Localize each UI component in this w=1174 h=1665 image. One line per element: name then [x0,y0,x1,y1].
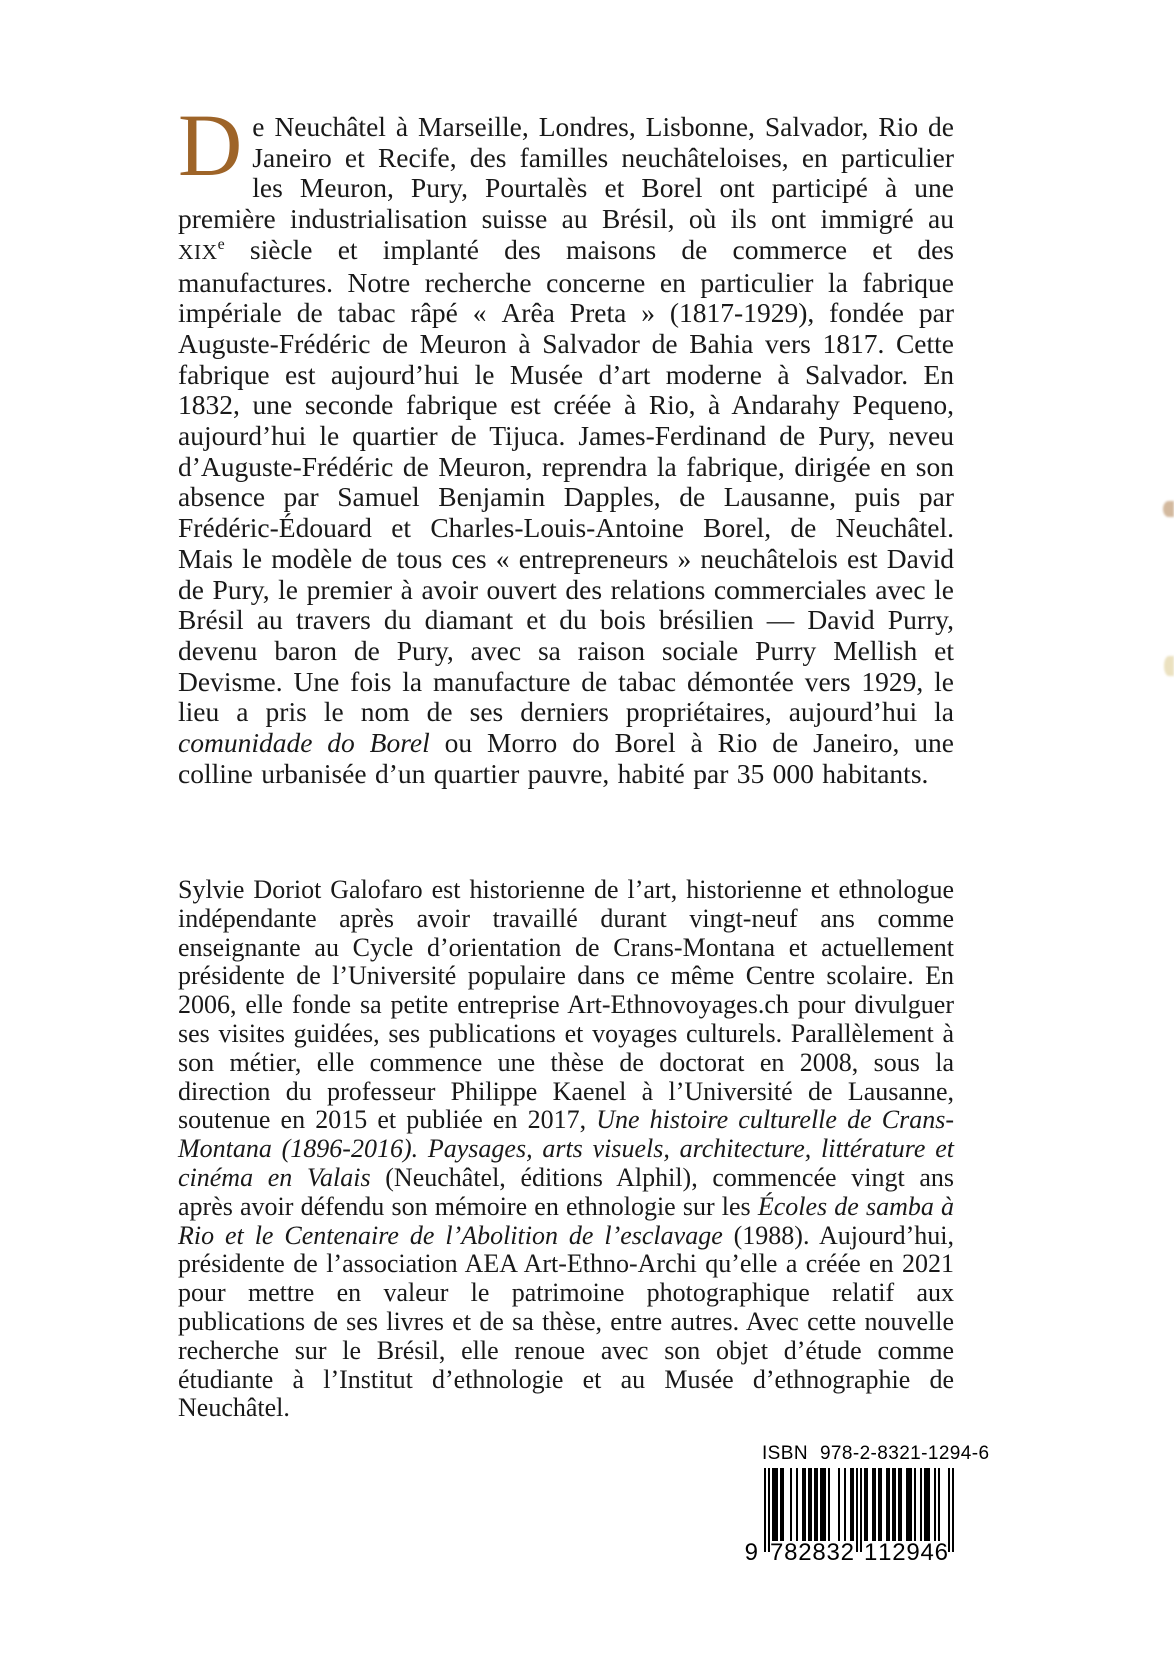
synopsis-text-1: e Neuchâtel à Marseille, Londres, Lisbonne, Salvador, Rio de Janeiro et Recife, des familles neuchâteloises, en particulier les Meuron, Pury, Pourtalès et Borel ont participé à une première industrialisation suisse au Brésil, où ils ont immigré au [178,111,954,235]
century-roman-numeral: XIX [178,239,218,264]
page-edge-artifact [1163,501,1174,517]
drop-cap: D [178,97,243,195]
isbn-number: 978-2-8321-1294-6 [819,1443,990,1464]
bio-text-2: (Neuchâtel, éditions Alphil), commencée vingt ans après avoir défendu son mémoire en ethnologie sur les [178,1162,955,1221]
isbn-label: ISBN [762,1443,808,1464]
isbn-block [736,1443,990,1566]
ean13-barcode [744,1468,954,1566]
barcode-digit-leading: 9 [744,1539,758,1566]
isbn-line [762,1443,990,1465]
author-bio-paragraph [178,876,954,1423]
bio-text-1: Sylvie Doriot Galofaro est historienne de l’art, historienne et ethnologue indépendante après avoir travaillé durant vingt-neuf ans comme enseignante au Cycle d’orientation de Crans-Montana et actuellement présidente de l’Université populaire dans ce même Centre scolaire. En 2006, elle fonde sa petite entreprise Art-Ethnovoyages.ch pour divulguer ses visites guidées, ses publications et voyages culturels. Parallèlement à son métier, elle commence une thèse de doctorat en 2008, sous la direction du professeur Philippe Kaenel à l’Université de Lausanne, soutenue en 2015 et publiée en 2017, [178,875,954,1135]
synopsis-paragraph [178,97,954,789]
century-superscript: e [217,235,225,253]
bio-book-title-2: Écoles de samba à Rio et le Centenaire de l’Abolition de l’esclavage [178,1191,954,1250]
synopsis-italic-phrase: comunidade do Borel [178,727,430,759]
bio-text-3: (1988). Aujourd’hui, présidente de l’association AEA Art-Ethno-Archi qu’elle a créée en 2021 pour mettre en valeur le patrimoine photographique relatif aux publications de ses livres et de sa thèse, entre autres. Avec cette nouvelle recherche sur le Brésil, elle renoue avec son objet d’étude comme étudiante à l’Institut d’ethnologie et au Musée d’ethnographie de Neuchâtel. [178,1220,954,1423]
barcode-digits-left-group: 7 8 2 8 3 2 [770,1539,854,1566]
synopsis-text-3: ou Morro do Borel à Rio de Janeiro, une colline urbanisée d’un quartier pauvre, habité par 35 000 habitants. [178,727,954,789]
synopsis-text-2: siècle et implanté des maisons de commerce et des manufactures. Notre recherche concerne en particulier la fabrique impériale de tabac râpé « Arêa Preta » (1817-1929), fondée par Auguste-Frédéric de Meuron à Salvador de Bahia vers 1817. Cette fabrique est aujourd’hui le Musée d’art moderne à Salvador. En 1832, une seconde fabrique est créée à Rio, à Andarahy Pequeno, aujourd’hui le quartier de Tijuca. James-Ferdinand de Pury, neveu d’Auguste-Frédéric de Meuron, reprendra la fabrique, dirigée en son absence par Samuel Benjamin Dapples, de Lausanne, puis par Frédéric-Édouard et Charles-Louis-Antoine Borel, de Neuchâtel. Mais le modèle de tous ces « entrepreneurs » neuchâtelois est David de Pury, le premier à avoir ouvert des relations commerciales avec le Brésil au travers du diamant et du bois brésilien — David Purry, devenu baron de Pury, avec sa raison sociale Purry Mellish et Devisme. Une fois la manufacture de tabac démontée vers 1929, le lieu a pris le nom de ses derniers propriétaires, aujourd’hui la [178,233,954,728]
page-edge-artifact [1164,656,1174,676]
bio-book-title-1: Une histoire culturelle de Crans-Montana (1896-2016). Paysages, arts visuels, architecture, littérature et cinéma en Valais [178,1105,954,1192]
barcode-digits-right-group: 1 1 2 9 4 6 [864,1539,948,1566]
